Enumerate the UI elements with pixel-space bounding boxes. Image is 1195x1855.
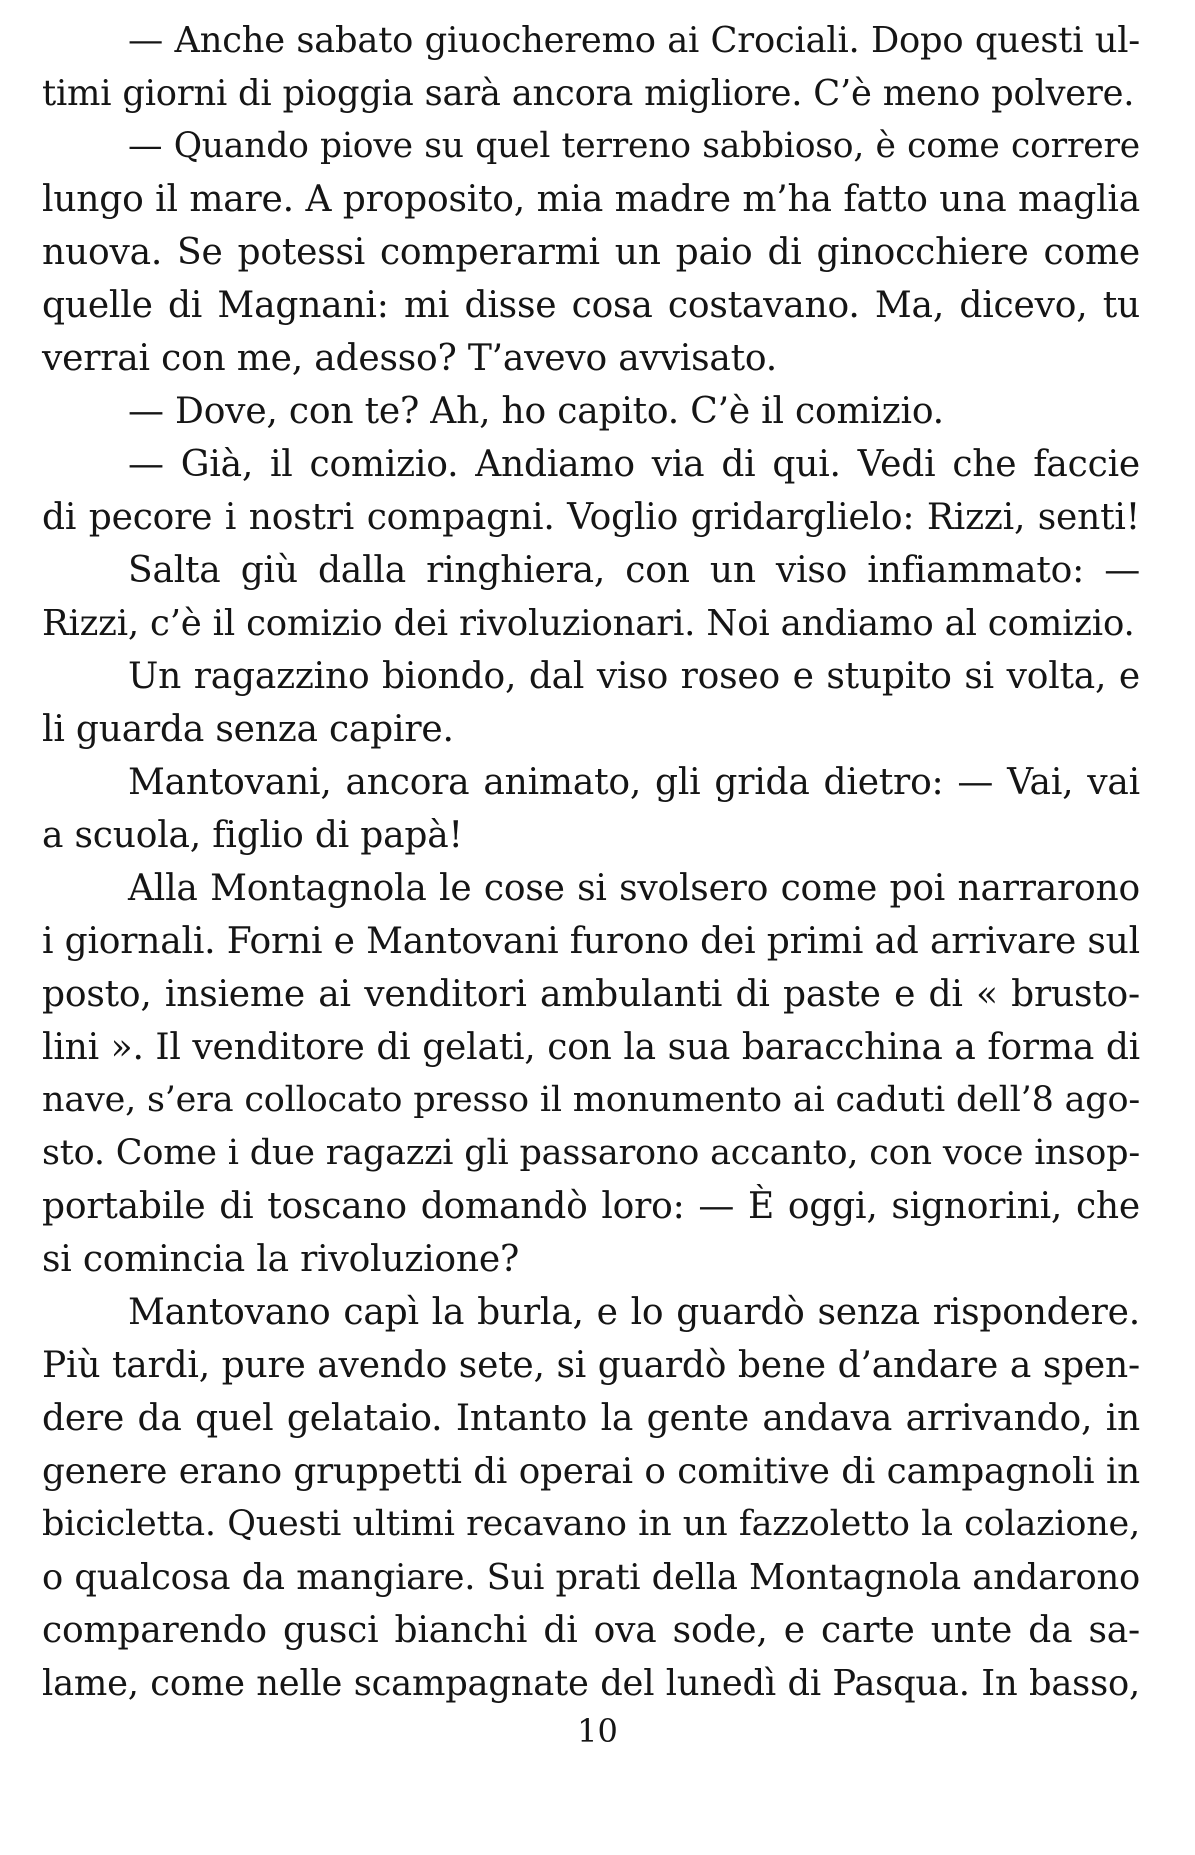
text-line: Salta giù dalla ringhiera, con un viso infiammato: —	[128, 550, 1140, 591]
text-line: sto. Come i due ragazzi gli passarono accanto, con voce insop-	[42, 1133, 1140, 1173]
text-line: — Anche sabato giuocheremo ai Crociali. Dopo questi ul-	[128, 20, 1140, 61]
text-line: portabile di toscano domandò loro: — È oggi, signorini, che	[42, 1186, 1140, 1227]
text-line: lungo il mare. A proposito, mia madre m’ha fatto una maglia	[42, 179, 1140, 220]
text-line: — Già, il comizio. Andiamo via di qui. Vedi che faccie	[128, 444, 1140, 485]
text-line: di pecore i nostri compagni. Voglio gridarglielo: Rizzi, senti!	[42, 497, 1140, 538]
text-line: Un ragazzino biondo, dal viso roseo e stupito si volta, e	[128, 656, 1140, 697]
text-line: posto, insieme ai venditori ambulanti di paste e di « brusto-	[42, 974, 1140, 1015]
text-line: — Dove, con te? Ah, ho capito. C’è il comizio.	[128, 391, 944, 432]
text-line: si comincia la rivoluzione?	[42, 1239, 520, 1280]
text-line: Mantovano capì la burla, e lo guardò senza rispondere.	[128, 1292, 1140, 1333]
text-line: timi giorni di pioggia sarà ancora migliore. C’è meno polvere.	[42, 73, 1135, 114]
text-line: Rizzi, c’è il comizio dei rivoluzionari. Noi andiamo al comizio.	[42, 603, 1135, 644]
text-line: nuova. Se potessi comperarmi un paio di ginocchiere come	[42, 232, 1140, 273]
text-line: dere da quel gelataio. Intanto la gente andava arrivando, in	[42, 1398, 1140, 1439]
page-number: 10	[577, 1712, 618, 1750]
text-line: — Quando piove su quel terreno sabbioso, è come correre	[128, 126, 1140, 166]
text-line: genere erano gruppetti di operai o comitive di campagnoli in	[42, 1451, 1140, 1492]
text-line: lame, come nelle scampagnate del lunedì di Pasqua. In basso,	[42, 1663, 1140, 1704]
page-body	[42, 14, 1140, 1710]
text-line: verrai con me, adesso? T’avevo avvisato.	[42, 338, 778, 379]
text-line: lini ». Il venditore di gelati, con la sua baracchina a forma di	[42, 1027, 1140, 1068]
text-line: Mantovani, ancora animato, gli grida dietro: — Vai, vai	[128, 762, 1140, 803]
text-line: li guarda senza capire.	[42, 709, 454, 750]
text-line: comparendo gusci bianchi di ova sode, e carte unte da sa-	[42, 1610, 1140, 1651]
text-line: nave, s’era collocato presso il monumento ai caduti dell’8 ago-	[42, 1080, 1140, 1120]
text-line: Alla Montagnola le cose si svolsero come poi narrarono	[128, 868, 1140, 909]
text-line: bicicletta. Questi ultimi recavano in un fazzoletto la colazione,	[42, 1504, 1140, 1544]
text-line: i giornali. Forni e Mantovani furono dei primi ad arrivare sul	[42, 921, 1140, 962]
text-line: Più tardi, pure avendo sete, si guardò bene d’andare a spen-	[42, 1345, 1140, 1386]
text-line: quelle di Magnani: mi disse cosa costavano. Ma, dicevo, tu	[42, 285, 1140, 326]
text-line: o qualcosa da mangiare. Sui prati della Montagnola andarono	[42, 1557, 1140, 1598]
text-line: a scuola, figlio di papà!	[42, 815, 463, 856]
